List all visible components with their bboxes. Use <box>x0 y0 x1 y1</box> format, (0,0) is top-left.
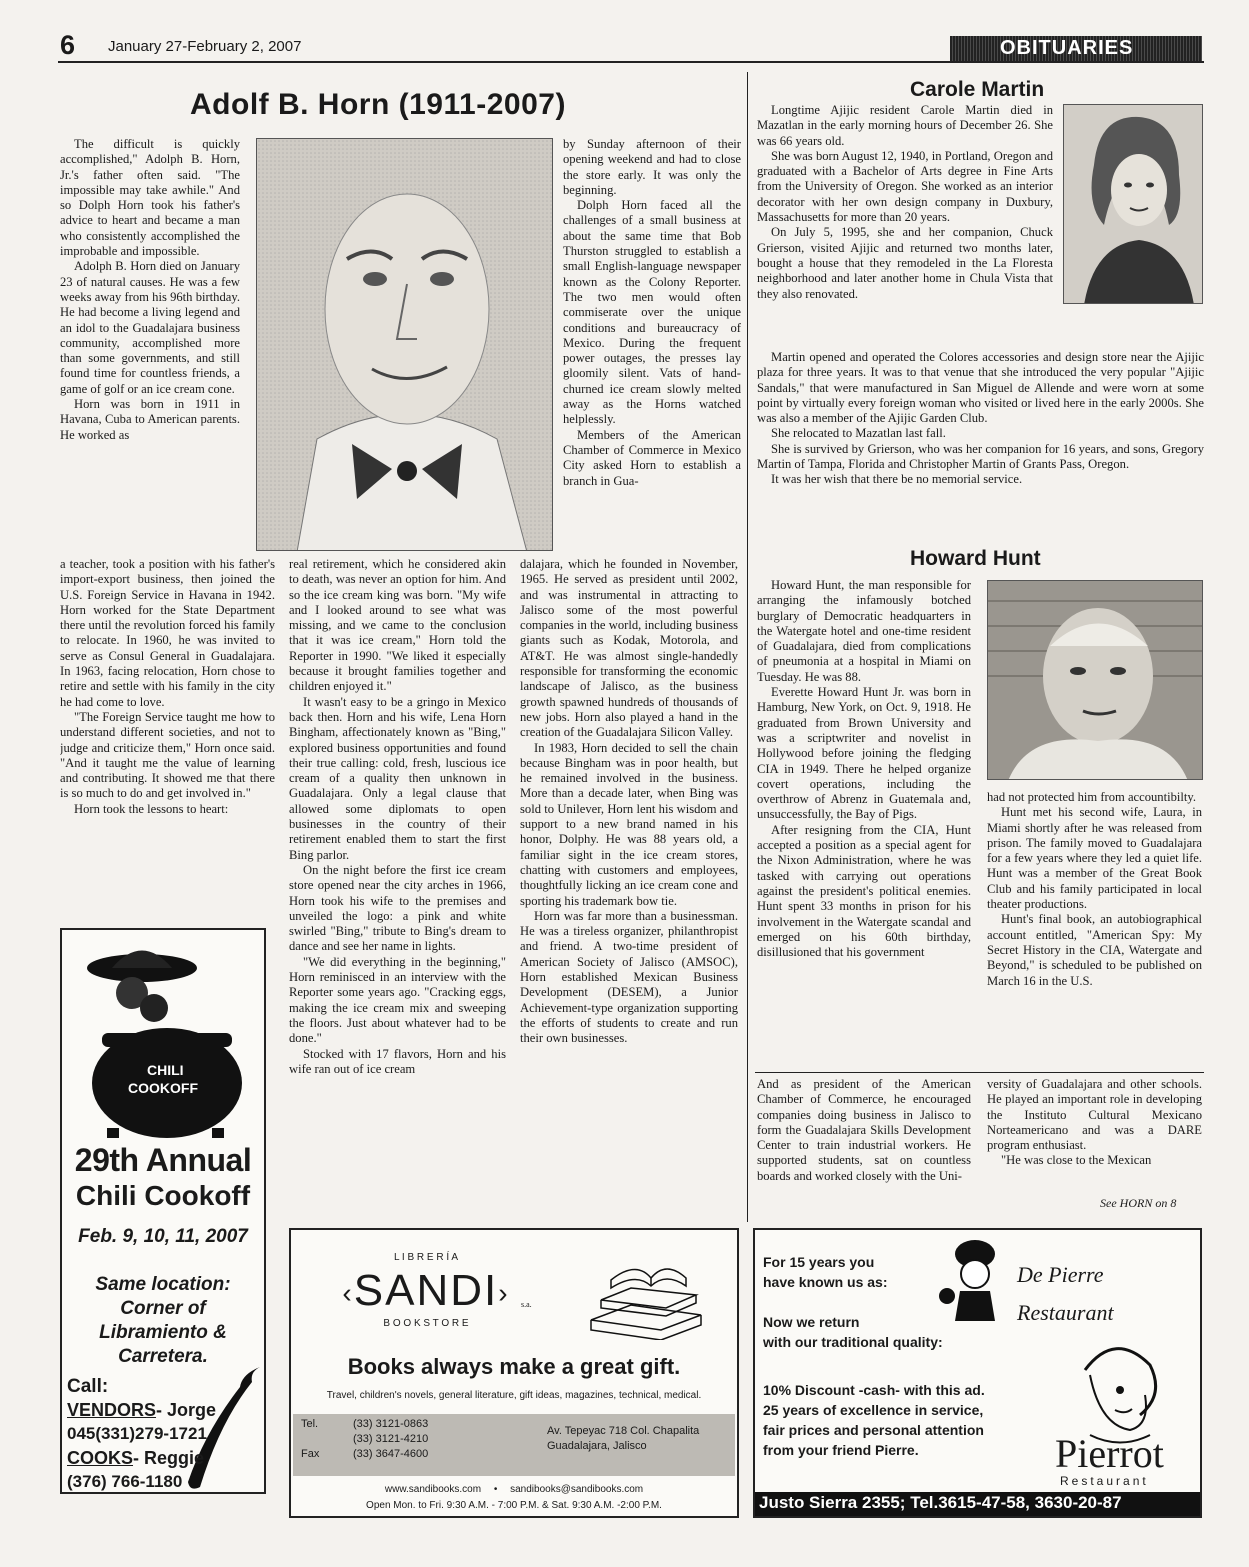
column-rule <box>747 72 748 1222</box>
martin-paragraph: She relocated to Mazatlan last fall. <box>771 426 946 441</box>
martin-paragraph: Longtime Ajijic resident Carole Martin died in Mazatlan in the early morning hours of December 26. She was 66 years old. <box>757 103 1053 148</box>
chili-cookoff-ad <box>60 928 266 1494</box>
sandi-name: SANDI <box>353 1266 499 1315</box>
horn-paragraph: Adolph B. Horn died on January 23 of natural causes. He was a few weeks away from his 96th birthday. He had become a living legend and an idol to the Guadalajara business community, accomplished more than some governments, and still found time for countless friends, a game of golf or an ice cream cone. <box>60 259 240 396</box>
hunt-portrait-graphic <box>988 581 1203 780</box>
cooks-contact: - Reggie <box>133 1448 205 1468</box>
sandi-hours: Open Mon. to Fri. 9:30 A.M. - 7:00 P.M. & Sat. 9:30 A.M. -2:00 P.M. <box>366 1500 662 1511</box>
hunt-col-right <box>987 790 1202 1070</box>
chili-cooks-line <box>67 1448 204 1469</box>
sandi-sa: s.a. <box>521 1300 532 1309</box>
vendors-label: VENDORS <box>67 1400 157 1420</box>
pierre-line7: from your friend Pierre. <box>763 1442 919 1458</box>
horn-paragraph: In 1983, Horn decided to sell the chain because Bingham was in poor health, but he remained involved in the business. More than a decade later, when Bing was sold to Unilever, Horn lent his wisdom and support to a new brand named in his honor, Dolphy. He was 88 years old, a familiar sight in the ice cream stores, chatting with customers and employees, thoughtfully licking an ice cream cone and sporting his trademark bow tie. <box>520 740 738 908</box>
sandi-bookstore: B O O K S T O R E <box>383 1318 469 1329</box>
chili-location-1: Same location: <box>95 1274 231 1295</box>
chili-vendors-line <box>67 1400 216 1421</box>
sandi-categories: Travel, children's novels, general literature, gift ideas, magazines, technical, medical. <box>326 1390 702 1401</box>
pierre-line4: with our traditional quality: <box>763 1334 943 1350</box>
sandi-separator: • <box>493 1484 498 1495</box>
pierre-line3: Now we return <box>763 1314 860 1330</box>
pierre-line1: For 15 years you <box>763 1254 875 1270</box>
section-label: OBITUARIES <box>1000 37 1134 59</box>
hunt-paragraph: had not protected him from accountibilty. <box>987 790 1197 804</box>
hunt-col-left <box>757 578 971 1070</box>
sandi-website: www.sandibooks.com <box>384 1484 482 1495</box>
pot-label-chili: CHILI <box>147 1062 184 1078</box>
martin-portrait-graphic <box>1064 105 1203 304</box>
pierre-brand1: De Pierre <box>1017 1262 1104 1287</box>
chef-mascot-icon <box>935 1236 1015 1326</box>
horn-portrait-photo <box>256 138 553 551</box>
horn-continuation-left <box>757 1077 971 1217</box>
sandi-fax: (33) 3647-4600 <box>353 1448 429 1460</box>
cooks-label: COOKS <box>67 1448 134 1468</box>
sandi-tel-label: Tel. <box>301 1418 319 1430</box>
martin-paragraph: She is survived by Grierson, who was her companion for 16 years, and sons, Gregory Martin of Tampa, Florida and Christopher Martin of Grants Pass, Oregon. <box>757 441 1204 472</box>
pot-label-cookoff: COOKOFF <box>128 1080 198 1096</box>
hunt-paragraph: Hunt's final book, an autobiographical account entitled, "American Spy: My Secret History in the CIA, Watergate and Beyond," is scheduled to be published on March 16 in the U.S. <box>987 912 1202 988</box>
horn-paragraph: Horn was born in 1911 in Havana, Cuba to American parents. He worked as <box>60 397 240 442</box>
horn-paragraph: Dolph Horn faced all the challenges of a small business at about the same time that Bob Thurston struggled to establish a small English-language newspaper known as the Colony Reporter. The two men would often commiserate over the unique conditions and bureaucracy of Mexico. During the frequent power outages, the presses lay gloomily silent. Vats of hand-churned ice cream slowly melted away as the Horns watched helplessly. <box>563 198 741 427</box>
horn-paragraph: Horn took the lessons to heart: <box>74 801 229 816</box>
horn-portrait-graphic <box>257 139 553 551</box>
pierre-line6: fair prices and personal attention <box>763 1422 984 1438</box>
pierre-brand2: Restaurant <box>1017 1300 1114 1325</box>
pierre-line5: 25 years of excellence in service, <box>763 1402 984 1418</box>
horn-col2 <box>289 557 506 1219</box>
pierre-discount: 10% Discount -cash- with this ad. <box>763 1382 985 1398</box>
pierrot-restaurant: Restaurant <box>1060 1474 1149 1488</box>
pierrot-logo: Pierrot <box>1055 1431 1164 1476</box>
pierre-address: Justo Sierra 2355; Tel.3615-47-58, 3630-20-87 <box>759 1493 1122 1512</box>
sandi-email: sandibooks@sandibooks.com <box>510 1484 644 1495</box>
sandi-address1: Av. Tepeyac 718 Col. Chapalita <box>547 1425 700 1437</box>
horn-paragraph: real retirement, which he considered akin to death, was never an option for him. And so the ice cream king was born. "My wife and I looked around to see what was missing, and we came to the conclusion that it was ice cream," Horn told the Reporter in 1990. "We liked it especially because it brought families together and children enjoyed it." <box>289 557 506 694</box>
sandi-address2: Guadalajara, Jalisco <box>547 1440 647 1452</box>
cooks-phone: (376) 766-1180 <box>67 1472 183 1491</box>
chili-location-3: Libramiento & <box>99 1322 227 1343</box>
horn-col1-bottom <box>60 557 275 922</box>
horn-paragraph: versity of Guadalajara and other schools. He played an important role in developing the Instituto Cultural Mexicano Norteamericano and was a DARE program enthusiast. <box>987 1077 1202 1153</box>
hunt-paragraph: Howard Hunt, the man responsible for arranging the infamously botched burglary of Democratic headquarters in the Watergate hotel and one-time resident of Guadalajara, died from complications of pneumonia at a hospital in Miami on Tuesday. He was 88. <box>757 578 971 684</box>
horn-paragraph: "He was close to the Mexican <box>1001 1153 1152 1168</box>
horn-paragraph: dalajara, which he founded in November, 1965. He served as president until 2002, and was instrumental in attracting to Jalisco some of the most powerful companies in the world, including business giants such as Kodak, Motorola, and AT&T. He was almost single-handedly responsible for transforming the economic landscape of Jalisco, as the business growth spawned hundreds of thousands of new jobs. Horn also played a hand in the creation of the Guadalajara Silicon Valley. <box>520 557 738 740</box>
horn-col3-top <box>563 137 741 557</box>
chili-title-annual: 29th Annual <box>74 1142 252 1178</box>
chili-call-label: Call: <box>67 1376 109 1397</box>
chili-title-cookoff: Chili Cookoff <box>75 1180 251 1211</box>
martin-paragraph: Martin opened and operated the Colores accessories and design store near the Ajijic plaza for three years. It was to that venue that she introduced the very popular "Ajijic Sandals," that were manufactured in San Miguel de Allende and were worn at some point by virtually every foreign woman who visited or lived here in the early 2000s. She was also a member of the Ajijic Garden Club. <box>757 350 1204 426</box>
horn-paragraph: Members of the American Chamber of Commerce in Mexico City asked Horn to establish a branch in Gua- <box>563 427 741 488</box>
sandi-arrow-left-icon: ‹ <box>342 1277 354 1309</box>
horn-paragraph: The difficult is quickly accomplished," Adolph B. Horn, Jr.'s father often said. "The impossible may take awhile." And so Dolph Horn took his father's advice to heart and became a man who consistently accomplished the improbable and impossible. <box>60 137 240 259</box>
pierrot-restaurant-ad <box>753 1228 1202 1518</box>
horn-paragraph: "We did everything in the beginning," Horn reminisced in an interview with the Reporter some years ago. "Cracking eggs, making the ice cream mix and sweeping the floors. Just about whatever had to be done." <box>289 954 506 1046</box>
horn-paragraph: And as president of the American Chamber of Commerce, he encouraged companies doing business in Jalisco to form the Guadalajara Skills Development Center to train industrial workers. He supported students, sat on countless boards and worked closely with the Uni- <box>757 1077 971 1183</box>
sandi-libreria: L I B R E R Í A <box>393 1252 459 1263</box>
horn-paragraph: Stocked with 17 flavors, Horn and his wife ran out of ice cream <box>289 1046 506 1076</box>
sandi-tel2: (33) 3121-4210 <box>353 1433 429 1445</box>
book-stack-icon <box>581 1250 711 1340</box>
horn-paragraph: Horn was far more than a businessman. He was a tireless organizer, philanthropist and friend. A two-time president of American Society of Jalisco (AMSOC), Horn established Mexican Business Development (DESEM), a Junior Achievement-type organization supporting the efforts of students to create and run their own businesses. <box>520 908 738 1046</box>
horn-paragraph: a teacher, took a position with his father's import-export business, then joined the U.S. Foreign Service in Havana in 1942. Horn worked for the State Department there until the revolution forced his family to relocate. In 1960, he was invited to serve as Consul General in Guadalajara. In 1963, facing relocation, Horn chose to retire and settle with his family in the city he had come to love. <box>60 557 275 709</box>
hunt-headline: Howard Hunt <box>910 547 1041 570</box>
martin-headline: Carole Martin <box>910 78 1045 101</box>
sandi-web-line <box>291 1484 737 1495</box>
sandi-logo <box>321 1266 531 1316</box>
sandi-bookstore-ad <box>289 1228 739 1518</box>
martin-portrait-photo <box>1063 104 1203 304</box>
sandi-slogan: Books always make a great gift. <box>347 1354 681 1379</box>
martin-paragraph: It was her wish that there be no memorial service. <box>771 472 1023 487</box>
horn-paragraph: "The Foreign Service taught me how to understand different societies, and not to judge and criticize them," Horn once said. "And it taught me the value of learning and contributing. It showed me that there is so much to do and get involved in." <box>60 709 275 801</box>
sandi-tel1: (33) 3121-0863 <box>353 1418 429 1430</box>
hunt-portrait-photo <box>987 580 1203 780</box>
horn-paragraph: On the night before the first ice cream store opened near the city arches in 1966, Horn took his wife to the premises and unveiled the logo: a pink and white swirled "Bing," tribute to Bing's dream to dance and see her name in lights. <box>289 862 506 954</box>
section-banner <box>950 36 1202 62</box>
martin-col-narrow <box>757 103 1053 348</box>
chili-pot-illustration <box>62 938 264 1138</box>
chili-location-4: Carretera. <box>118 1346 208 1367</box>
horn-continuation-right <box>987 1077 1202 1202</box>
hunt-divider <box>755 1072 1204 1073</box>
martin-paragraph: On July 5, 1995, she and her companion, Chuck Grierson, visited Ajijic and returned two months later, bought a house that they remodeled in the La Floresta neighborhood and later another home in Chula Vista that they also renovated. <box>757 225 1053 301</box>
sandi-fax-label: Fax <box>301 1448 320 1460</box>
horn-paragraph: It wasn't easy to be a gringo in Mexico back then. Horn and his wife, Lena Horn Bingham, affectionately known as "Bing," explored business opportunities and found their true calling: cold, fresh, luscious ice cream of a quality then unknown in Guadalajara. Only a legal clause that allowed some diplomats to open businesses in the country of their retirement enabled them to start the first Bing parlor. <box>289 694 506 862</box>
horn-headline: Adolf B. Horn (1911-2007) <box>190 88 566 121</box>
horn-paragraph: by Sunday afternoon of their opening weekend and had to close the store early. It was only the beginning. <box>563 137 741 197</box>
hunt-paragraph: Everette Howard Hunt Jr. was born in Hamburg, New York, on Oct. 9, 1918. He graduated from Brown University and was a scriptwriter and novelist in Hollywood before joining the fledging CIA in 1949. There he helped organize covert operations, including the overthrow of Abrenz in Guatemala and, unsuccessfully, the Bay of Pigs. <box>757 685 971 822</box>
martin-col-wide <box>757 350 1204 540</box>
horn-col1-top <box>60 137 240 557</box>
chili-location-2: Corner of <box>120 1298 206 1319</box>
page-number: 6 <box>60 30 76 60</box>
hunt-paragraph: After resigning from the CIA, Hunt accepted a position as a special agent for the Nixon Administration, where he was tasked with carrying out operations against the president's political enemies. Hunt spent 33 months in prison for his involvement in the Watergate scandal and emerged on his 60th birthday, disillusioned that his government <box>757 822 971 960</box>
vendors-phone: 045(331)279-1721 <box>67 1424 207 1443</box>
martin-paragraph: She was born August 12, 1940, in Portland, Oregon and graduated with a Bachelor of Arts degree in Fine Arts from the University of Oregon. She worked as an interior decorator with her own design company in Duxbury, Massachusetts for more than 20 years. <box>757 148 1053 225</box>
sandi-arrow-right-icon: › <box>498 1277 510 1309</box>
pierre-line2: have known us as: <box>763 1274 888 1290</box>
vendors-contact: - Jorge <box>156 1400 217 1420</box>
header-rule <box>58 61 1204 63</box>
chili-dates: Feb. 9, 10, 11, 2007 <box>78 1226 248 1247</box>
horn-col3-bottom <box>520 557 738 1219</box>
horn-continued-link[interactable]: See HORN on 8 <box>1100 1196 1177 1210</box>
issue-date: January 27-February 2, 2007 <box>108 38 302 55</box>
hunt-paragraph: Hunt met his second wife, Laura, in Miami shortly after he was released from prison. The family moved to Guadalajara for a few years where they led a quiet life. Hunt was a member of the Great Book Club and his family participated in local theater productions. <box>987 805 1202 912</box>
